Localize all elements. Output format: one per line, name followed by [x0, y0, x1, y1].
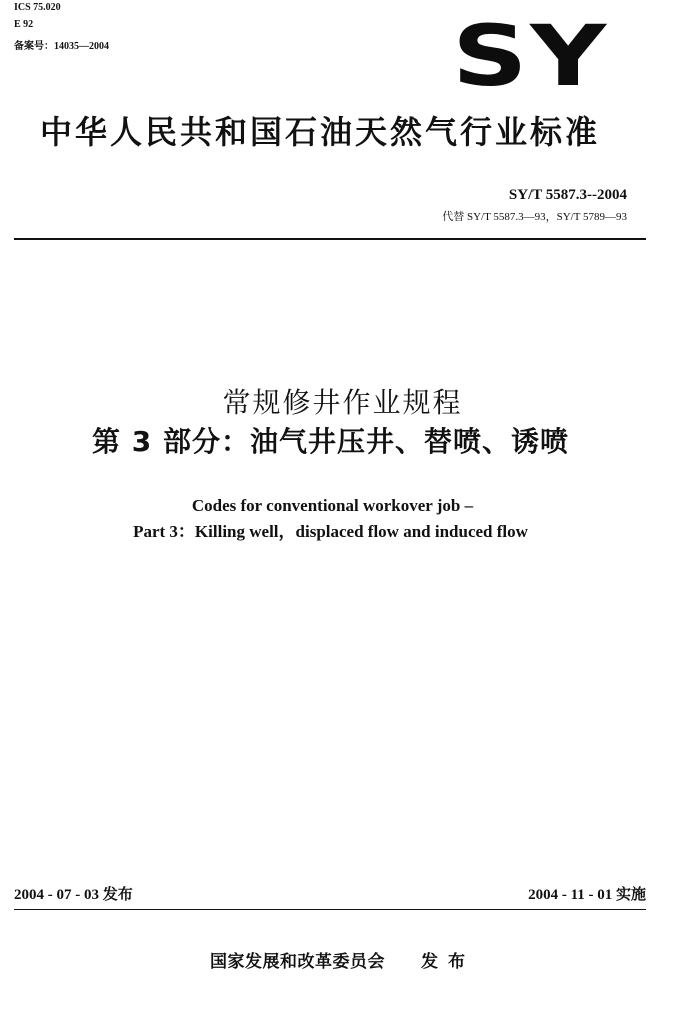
- title-chinese-main: 常规修井作业规程: [222, 386, 463, 419]
- replaces-note: 代替 SY/T 5587.3—93，SY/T 5789—93: [442, 211, 627, 223]
- bottom-divider: [14, 909, 646, 910]
- title-chinese-part: 第 3 部分：油气井压井、替喷、诱喷: [92, 425, 569, 458]
- publisher-line: [0, 951, 685, 973]
- title-english-part: Part 3：Killing well，displaced flow and induced flow: [133, 522, 528, 541]
- classification-code: E 92: [14, 19, 34, 30]
- issue-date: 2004 - 07 - 03 发布: [14, 887, 133, 903]
- publisher-name: 国家发展和改革委员会: [210, 952, 385, 972]
- title-english-main: Codes for conventional workover job –: [191, 496, 474, 515]
- standard-code: SY/T 5587.3--2004: [508, 187, 627, 203]
- publish-label: 发布: [421, 952, 475, 972]
- ics-number: ICS 75.020: [14, 2, 61, 13]
- top-divider: [14, 238, 646, 240]
- record-number: 备案号：14035—2004: [14, 41, 109, 52]
- sy-logo: SY: [452, 7, 609, 105]
- implementation-date: 2004 - 11 - 01 实施: [528, 887, 646, 903]
- industry-standard-title: 中华人民共和国石油天然气行业标准: [40, 113, 601, 151]
